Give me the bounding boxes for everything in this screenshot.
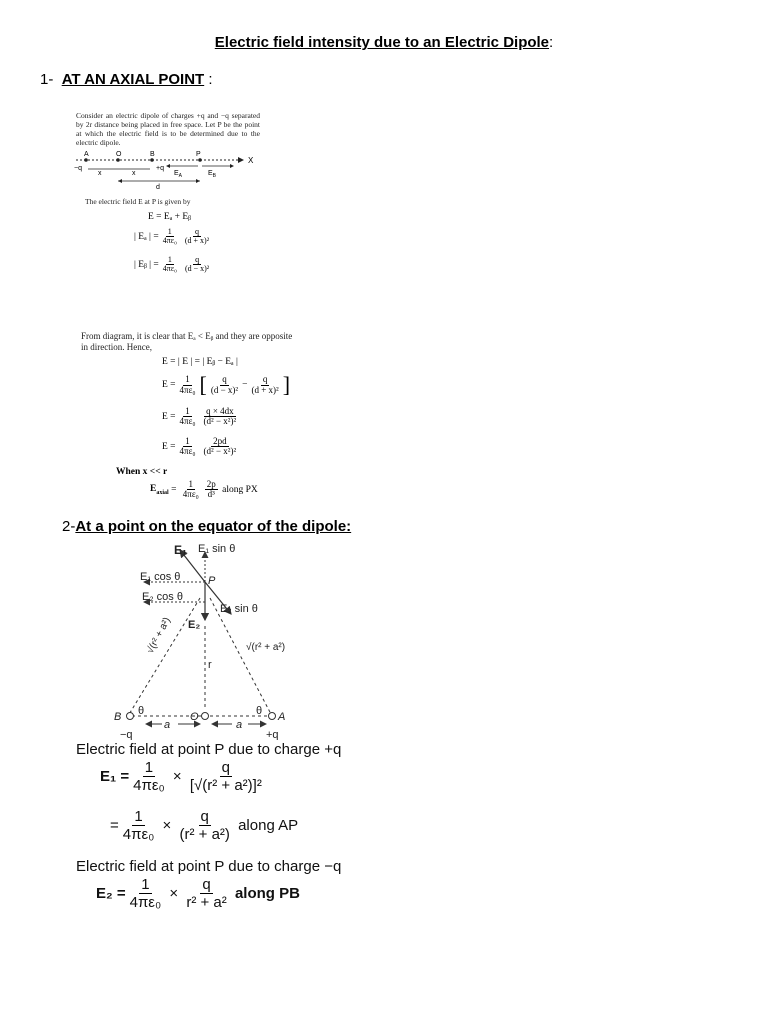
title-colon: : — [549, 34, 554, 51]
eq-fig-b: B — [114, 711, 122, 723]
eq-fig-p: P — [208, 575, 216, 587]
page-title — [0, 34, 768, 51]
section2-title: At a point on the equator of the dipole: — [75, 518, 352, 535]
eq-fig-sqrt-right: √(r² + a²) — [246, 642, 286, 653]
axial-eq-final: $E_{axial}$ = $\frac{1}{\text{4πε₀}}$ $\frac{2p}{\text{d³}}$ along PX — [150, 479, 258, 500]
eq-fig-e2cos: E₂ cos θ — [142, 591, 183, 603]
axial-x1: x — [98, 170, 102, 177]
axial-diagram-text: From diagram, it is clear that Eₐ < Eᵦ and they are opposite in direction. Hence, — [81, 331, 293, 352]
equator-diagram — [108, 538, 328, 740]
eq-fig-e1: E₁ — [174, 543, 187, 557]
equator-line2: Electric field at point P due to charge −q — [76, 858, 342, 875]
eq-fig-e2: E₂ — [188, 619, 201, 631]
section1-title: AT AN AXIAL POINT — [61, 71, 205, 88]
axial-diagram — [70, 148, 260, 190]
section2-number: 2- — [62, 518, 76, 535]
eq-fig-a-right: a — [236, 719, 243, 731]
axial-eq-e4: E = $\frac{1}{\text{4πε₀}}$ $\frac{2pd}{\text{(d² − x²)²}}$ — [162, 436, 237, 457]
eq-fig-r: r — [208, 659, 212, 671]
axial-eb: $E_B$ — [208, 170, 217, 179]
axial-d: d — [156, 184, 160, 190]
eq-fig-theta-l: θ — [138, 705, 145, 717]
axial-b-label: B — [150, 151, 155, 158]
axial-minus-q: −q — [74, 165, 82, 172]
equator-eq-e1: E₁ = $\frac{1}{\text{4πε₀}}$ × $\frac{q}{\text{[√(r² + a²)]²}}$ — [100, 759, 262, 795]
eq-fig-plus-q: +q — [266, 729, 279, 740]
axial-when: When x << r — [116, 467, 168, 477]
axial-eq-e3: E = $\frac{1}{\text{4πε₀}}$ $\frac{q \times 4dx}{\text{(d² − x²)²}}$ — [162, 406, 237, 427]
eq-fig-theta-r: θ — [256, 705, 263, 717]
equator-eq-e2: E₂ = $\frac{1}{\text{4πε₀}}$ × $\frac{q}{\text{r² + a²}}$ along PB — [96, 876, 300, 912]
axial-eq-e1: E = | E | = | Eᵦ − Eₐ | — [162, 357, 238, 367]
axial-eq-ea: | Eₐ | = $\frac{1}{\text{4πε₀}}$ $\frac{q}{\text{(d + x)²}}$ — [134, 227, 210, 246]
section1-number: 1- — [40, 71, 54, 88]
eq-fig-a-left: a — [164, 719, 171, 731]
axial-ea: $E_A$ — [174, 170, 183, 179]
axial-eq-eb: | Eᵦ | = $\frac{1}{\text{4πε₀}}$ $\frac{q}{\text{(d − x)²}}$ — [134, 255, 210, 274]
section1-heading — [40, 71, 213, 88]
eq-fig-sqrt-left: √(r² + a²) — [144, 615, 174, 656]
equator-line1: Electric field at point P due to charge +q — [76, 741, 342, 758]
eq-fig-e1sin: E₁ sin θ — [198, 543, 236, 555]
axial-eq-e2: E = $\frac{1}{\text{4πε₀}}$ [ $\frac{q}{\text{(d − x)²}}$ − $\frac{q}{\text{(d + x)²}}$ ] — [162, 372, 291, 397]
axial-x2: x — [132, 170, 136, 177]
eq-fig-o: O — [190, 711, 199, 723]
axial-eq1: E = Eₐ + Eᵦ — [148, 212, 191, 222]
axial-field-text: The electric field E at P is given by — [85, 197, 191, 206]
eq-fig-e2sin: E₂ sin θ — [220, 603, 258, 615]
axial-plus-q: +q — [156, 165, 164, 172]
section2-heading — [62, 518, 351, 535]
axial-p-label: P — [196, 151, 201, 158]
eq-fig-e1cos: E₁ cos θ — [140, 571, 181, 583]
title-text: Electric field intensity due to an Electric Dipole — [214, 34, 550, 51]
equator-eq-e1b: = $\frac{1}{\text{4πε₀}}$ × $\frac{q}{\text{(r² + a²)}}$ along AP — [110, 808, 299, 844]
axial-a-label: A — [84, 151, 89, 158]
axial-x-label: X — [248, 156, 254, 165]
eq-fig-a-point: A — [278, 711, 286, 723]
eq-fig-minus-q: −q — [120, 729, 133, 740]
section1-colon: : — [204, 71, 213, 88]
axial-o-label: O — [116, 151, 122, 158]
axial-intro: Consider an electric dipole of charges +q and −q separated by 2r distance being placed in free space. Let P be the point at which the electric field is to be determined due to the electric dipole. — [76, 111, 260, 147]
